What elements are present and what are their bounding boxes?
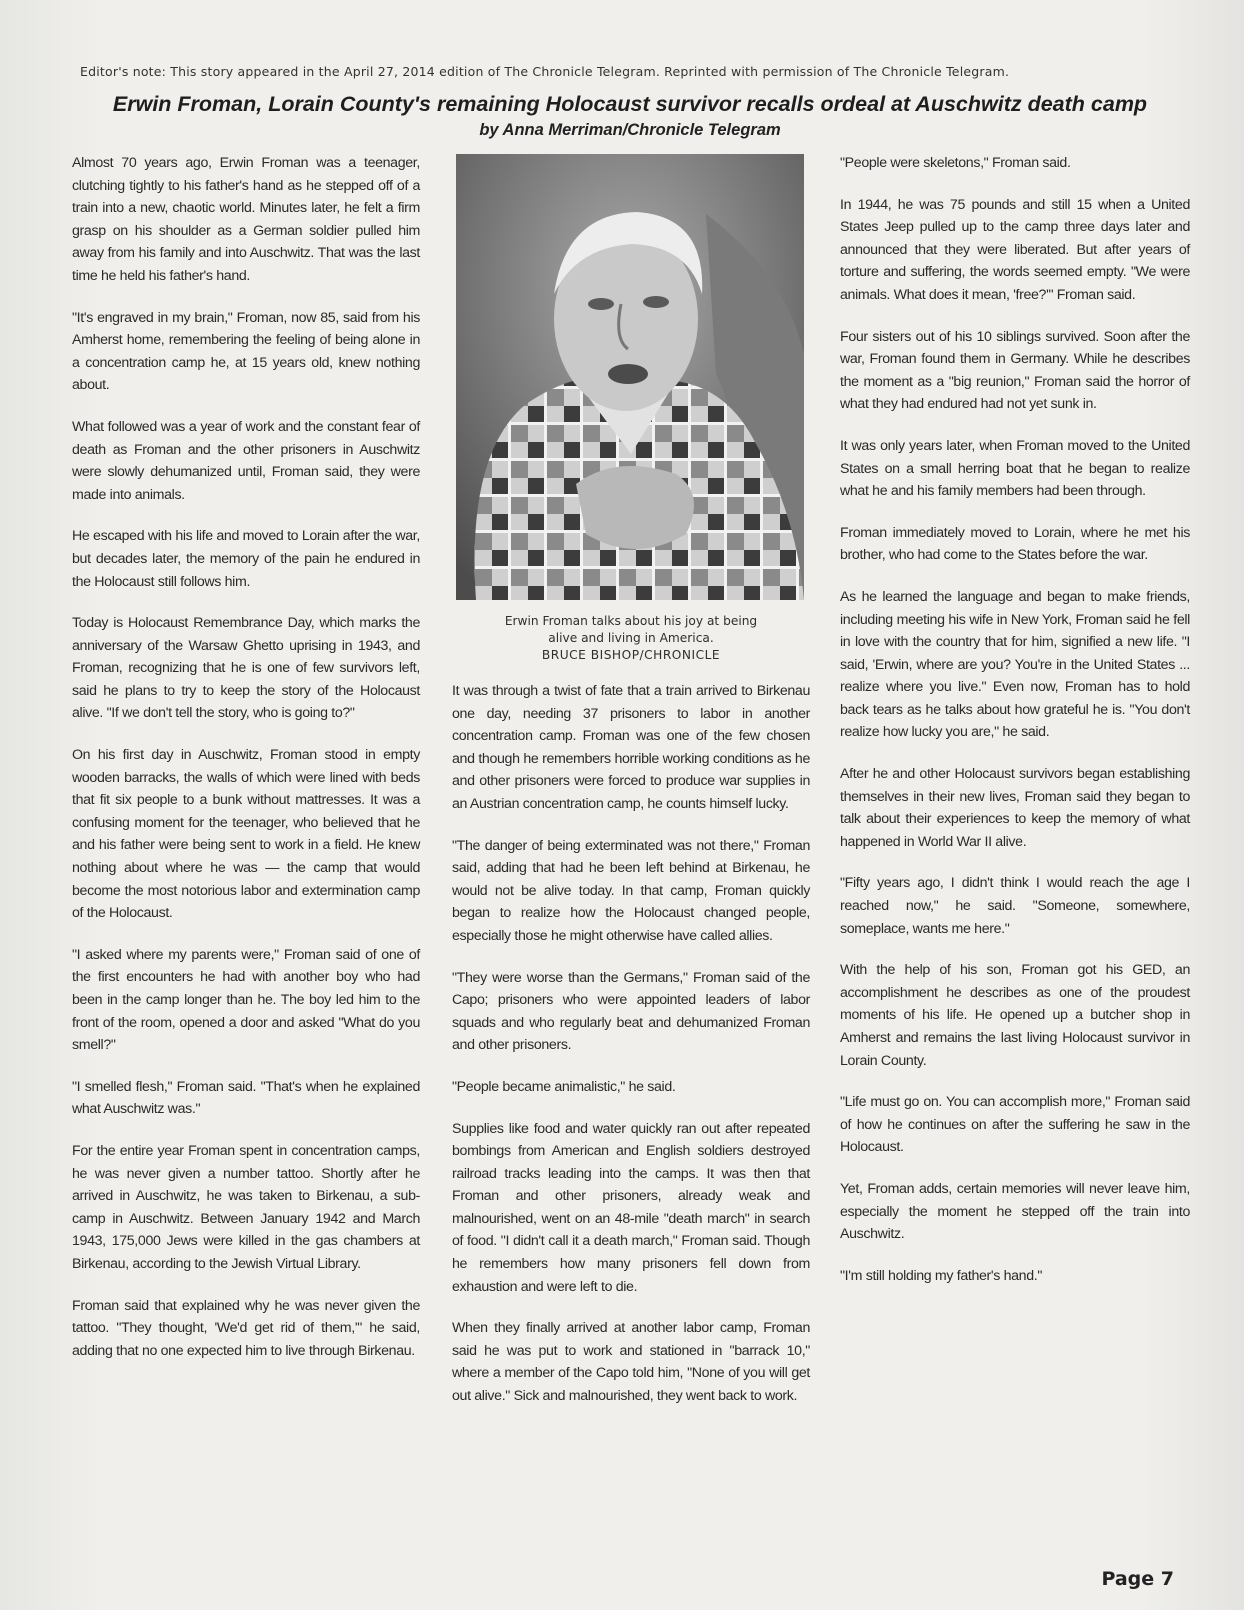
paragraph: After he and other Holocaust survivors began establishing themselves in their new lives, Froman said they began to talk about their experiences to keep the memory of what happened in World War II alive. — [840, 766, 1190, 850]
paragraph: Today is Holocaust Remembrance Day, which marks the anniversary of the Warsaw Ghetto uprising in 1943, and Froman, recognizing that he is one of few survivors left, said he plans to try to keep the story of the Holocaust alive. "If we don't tell the story, who is going to?" — [72, 615, 420, 722]
paragraph: "I smelled flesh," Froman said. "That's when he explained what Auschwitz was." — [72, 1078, 420, 1118]
article-byline: by Anna Merriman/Chronicle Telegram — [479, 121, 781, 139]
paragraph: For the entire year Froman spent in concentration camps, he was never given a number tattoo. Shortly after he arrived in Auschwitz, he was taken to Birkenau, a sub-camp in Auschwitz. Between January 1942 and March 1943, 175,000 Jews were killed in the gas chambers at Birkenau, according to the Jewish Virtual Library. — [72, 1142, 420, 1272]
paragraph: "I asked where my parents were," Froman said of one of the first encounters he had with another boy who had been in the camp longer than he. The boy led him to the front of the room, opened a door and asked "What do you smell?" — [72, 946, 420, 1054]
paragraph: What followed was a year of work and the constant fear of death as Froman and the other prisoners in Auschwitz were slowly dehumanized until, Froman said, they were made into animals. — [72, 418, 420, 503]
paragraph: "The danger of being exterminated was not there," Froman said, adding that had he been left behind at Birkenau, he would not be alive today. In that camp, Froman quickly began to realize how the Holocaust changed people, especially those he might otherwise have called allies. — [452, 837, 810, 944]
froman-photo — [456, 154, 804, 600]
paragraph: Froman said that explained why he was never given the tattoo. "They thought, 'We'd get rid of them,'" he said, adding that no one expected him to live through Birkenau. — [72, 1297, 420, 1359]
paragraph: On his first day in Auschwitz, Froman stood in empty wooden barracks, the walls of which were lined with beds that fit six people to a bunk without mattresses. It was a confusing moment for the teenager, who believed that he and his father were being sent to work in a field. He knew nothing about where he was — the camp that would become the most notorious labor and extermination camp of the Holocaust. — [72, 747, 420, 922]
paragraph: Froman immediately moved to Lorain, where he met his brother, who had come to the States before the war. — [840, 524, 1190, 564]
paragraph: He escaped with his life and moved to Lorain after the war, but decades later, the memory of the pain he endured in the Holocaust still follows him. — [72, 528, 420, 590]
editor-note: Editor's note: This story appeared in the April 27, 2014 edition of The Chronicle Telegram. Reprinted with permission of The Chronicle Telegram. — [80, 64, 1010, 79]
caption-line: Erwin Froman talks about his joy at being — [504, 614, 758, 628]
paragraph: Supplies like food and water quickly ran out after repeated bombings from American and English soldiers destroyed railroad tracks leading into the camps. It was then that Froman and other prisoners, already weak and malnourished, went on an 48-mile "death march" in search of food. "I didn't call it a death march," Froman said. Though he remembers how many prisoners fell down from exhaustion and were left to die. — [452, 1120, 810, 1295]
paragraph: "People became animalistic," he said. — [452, 1078, 676, 1095]
paragraph: With the help of his son, Froman got his GED, an accomplishment he describes as one of the proudest moments of his life. He opened up a butcher shop in Amherst and remains the last living Holocaust survivor in Lorain County. — [840, 962, 1190, 1069]
paragraph: Almost 70 years ago, Erwin Froman was a teenager, clutching tightly to his father's hand as he stepped off of a train into a new, chaotic world. Minutes later, he felt a firm grasp on his shoulder as a German soldier pulled him away from his family and into Auschwitz. That was the last time he held his father's hand. — [72, 155, 420, 284]
paragraph: Four sisters out of his 10 siblings survived. Soon after the war, Froman found them in Germany. While he describes the moment as a "big reunion," Froman said the horror of what they had endured had not yet sunk in. — [840, 328, 1190, 413]
left-column — [72, 152, 420, 1381]
paragraph: "Life must go on. You can accomplish more," Froman said of how he continues on after the suffering he saw in the Holocaust. — [840, 1094, 1190, 1156]
middle-column — [452, 680, 810, 1427]
paragraph: "I'm still holding my father's hand." — [840, 1267, 1043, 1284]
paragraph: "They were worse than the Germans," Froman said of the Capo; prisoners who were appointed leaders of labor squads and who regularly beat and dehumanized Froman and other prisoners. — [452, 969, 810, 1054]
page-number: Page 7 — [1101, 1568, 1174, 1590]
paragraph: It was only years later, when Froman moved to the United States on a small herring boat that he began to realize what he and his family members had been through. — [840, 437, 1190, 500]
paragraph: "It's engraved in my brain," Froman, now 85, said from his Amherst home, remembering the feeling of being alone in a concentration camp he, at 15 years old, knew nothing about. — [72, 309, 420, 394]
article-headline: Erwin Froman, Lorain County's remaining Holocaust survivor recalls ordeal at Auschwitz death camp — [112, 92, 1148, 116]
caption-line: alive and living in America. — [548, 631, 714, 645]
paragraph: As he learned the language and began to make friends, including meeting his wife in New York, Froman said he fell in love with the country that for him, signified a new life. "I said, 'Erwin, where are you? You're in the United States ... realize where you live." Even now, Froman has to hold back tears as he talks about how grateful he is. "You don't realize how lucky you are," he said. — [840, 588, 1190, 741]
photo-caption — [452, 613, 810, 664]
paragraph: It was through a twist of fate that a train arrived to Birkenau one day, needing 37 prisoners to labor in another concentration camp. Froman was one of the few chosen and though he remembers horrible working conditions as he and other prisoners were forced to produce war supplies in an Austrian concentration camp, he counts himself lucky. — [452, 683, 810, 812]
paragraph: In 1944, he was 75 pounds and still 15 when a United States Jeep pulled up to the camp three days later and announced that they were liberated. But after years of torture and suffering, the words seemed empty. "We were animals. What does it mean, 'free?'" Froman said. — [840, 196, 1190, 303]
right-column — [840, 152, 1190, 1306]
photo-credit: BRUCE BISHOP/CHRONICLE — [541, 648, 721, 662]
paragraph: "Fifty years ago, I didn't think I would reach the age I reached now," he said. "Someone, somewhere, someplace, wants me here." — [840, 875, 1190, 937]
paragraph: Yet, Froman adds, certain memories will never leave him, especially the moment he stepped off the train into Auschwitz. — [840, 1180, 1190, 1243]
paragraph: "People were skeletons," Froman said. — [840, 155, 1071, 171]
paragraph: When they finally arrived at another labor camp, Froman said he was put to work and stationed in "barrack 10," where a member of the Capo told him, "None of you will get out alive." Sick and malnourished, they went back to work. — [452, 1320, 810, 1405]
